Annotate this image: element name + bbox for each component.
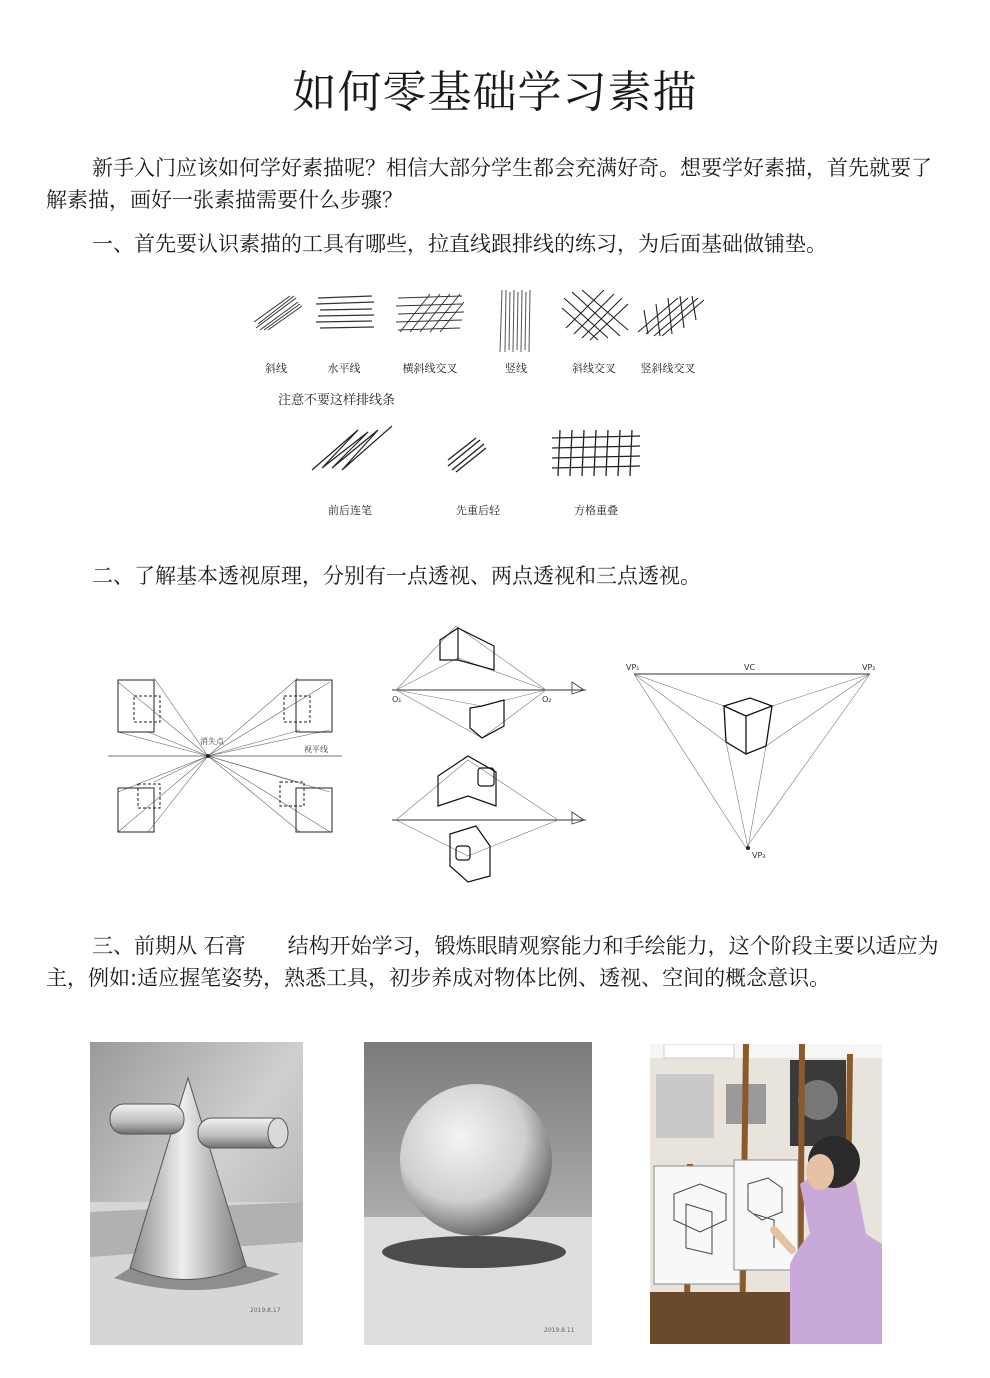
intro-paragraph: 新手入门应该如何学好素描呢？相信大部分学生都会充满好奇。想要学好素描，首先就要了解素描，画好一张素描需要什么步骤？ — [46, 156, 932, 212]
hatch-cross-vertical-swatch — [638, 296, 704, 336]
bad-hatch-connected — [312, 426, 392, 470]
horizon-label: 视平线 — [304, 745, 328, 754]
two-point-left-label: O₁ — [392, 695, 402, 704]
two-point-perspective-figure — [386, 620, 592, 888]
hatch-warning: 注意不要这样排线条 — [278, 393, 396, 408]
three-point-perspective-figure — [622, 660, 882, 860]
three-point-vp2-label: VP₂ — [862, 663, 876, 672]
hatch-cross-horizontal-swatch — [396, 294, 464, 332]
cone-cylinder-sketch-photo — [90, 1042, 303, 1345]
vanishing-point — [206, 754, 210, 758]
one-point-perspective-figure — [108, 672, 342, 838]
hatch-diagonal-swatch — [254, 296, 302, 330]
three-point-vc-label: VC — [744, 663, 756, 672]
photo2-note: 2019.8.11 — [544, 1327, 575, 1334]
hatch-label-vertical: 竖线 — [505, 362, 527, 375]
hatch-horizontal-swatch — [316, 296, 374, 328]
hatching-diagram — [248, 280, 714, 540]
three-point-diagram — [622, 660, 882, 860]
hatch-label-cross-vertical: 竖斜线交叉 — [640, 362, 696, 375]
two-point-right-label: O₂ — [542, 695, 552, 704]
step-one-paragraph: 一、首先要认识素描的工具有哪些，拉直线跟排线的练习，为后面基础做铺垫。 — [92, 232, 827, 256]
bad-label-heavy-light: 先重后轻 — [456, 504, 500, 517]
page-title: 如何零基础学习素描 — [292, 67, 698, 118]
hatch-label-cross-diagonal: 斜线交叉 — [572, 362, 616, 375]
one-point-diagram — [108, 672, 342, 838]
three-point-vp1-label: VP₁ — [626, 663, 640, 672]
step-three-paragraph: 三、前期从 石膏 结构开始学习，锻炼眼睛观察能力和手绘能力，这个阶段主要以适应为主，例如:适应握笔姿势，熟悉工具，初步养成对物体比例、透视、空间的概念意识。 — [46, 934, 939, 990]
hatch-cross-diagonal-swatch — [562, 290, 628, 340]
photo1-note: 2019.8.17 — [250, 1307, 281, 1314]
vanishing-lines — [118, 678, 330, 832]
two-point-diagram — [386, 620, 592, 888]
bad-hatch-heavy-light — [448, 438, 486, 472]
bad-hatch-grid — [552, 430, 640, 476]
three-point-vp3-label: VP₃ — [752, 851, 766, 860]
sphere-sketch-photo — [364, 1042, 592, 1345]
step-two-paragraph: 二、了解基本透视原理，分别有一点透视、两点透视和三点透视。 — [92, 564, 701, 588]
hatch-label-cross-horizontal: 横斜线交叉 — [402, 362, 458, 375]
studio-student-photo — [650, 1044, 882, 1344]
bad-label-connected: 前后连笔 — [328, 504, 372, 517]
bad-label-grid: 方格重叠 — [574, 504, 618, 517]
hatch-label-diagonal: 斜线 — [265, 362, 287, 375]
hatching-practice-figure — [248, 280, 714, 540]
hatch-label-horizontal: 水平线 — [327, 362, 361, 375]
vanishing-point-label: 消失点 — [200, 737, 224, 746]
hatch-vertical-swatch — [500, 290, 530, 352]
